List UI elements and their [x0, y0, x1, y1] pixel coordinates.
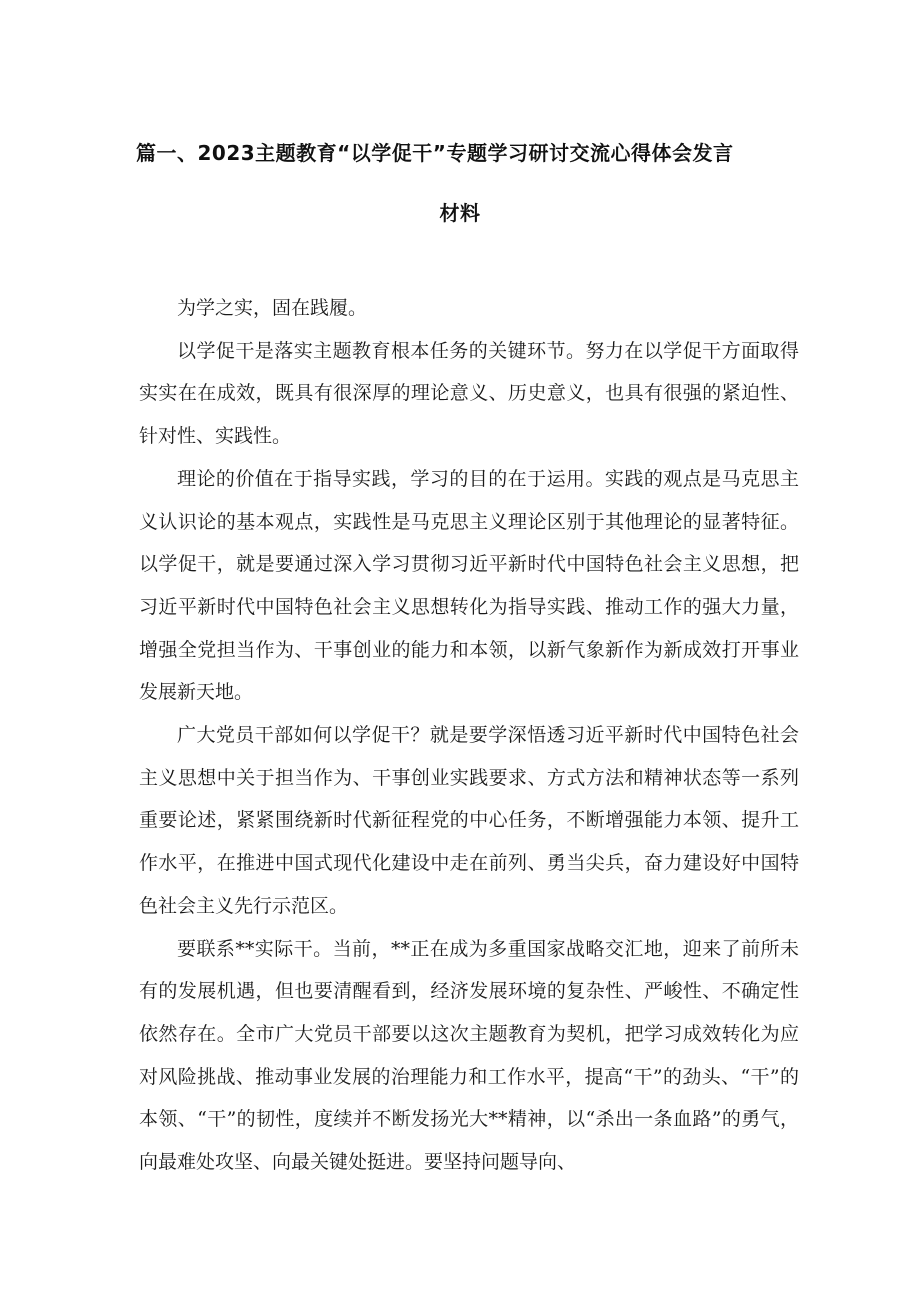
paragraph-3: 理论的价值在于指导实践，学习的目的在于运用。实践的观点是马克思主义认识论的基本观点，实践性是马克思主义理论区别于其他理论的显著特征。以学促干，就是要通过深入学习贯彻习近平新时代中国特色社会主义思想，把习近平新时代中国特色社会主义思想转化为指导实践、推动工作的强大力量，增强全党担当作为、干事创业的能力和本领，以新气象新作为新成效打开事业发展新天地。: [139, 467, 799, 704]
paragraph-4: 广大党员干部如何以学促干？就是要学深悟透习近平新时代中国特色社会主义思想中关于担当作为、干事创业实践要求、方式方法和精神状态等一系列重要论述，紧紧围绕新时代新征程党的中心任务，不断增强能力本领、提升工作水平，在推进中国式现代化建设中走在前列、勇当尖兵，奋力建设好中国特色社会主义先行示范区。: [139, 724, 799, 917]
paragraph-5: 要联系**实际干。当前，**正在成为多重国家战略交汇地，迎来了前所未有的发展机遇，但也要清醒看到，经济发展环境的复杂性、严峻性、不确定性依然存在。全市广大党员干部要以这次主题教育为契机，把学习成效转化为应对风险挑战、推动事业发展的治理能力和工作水平，提高“干”的劲头、“干”的本领、“干”的韧性，度续并不断发扬光大**精神，以“杀出一条血路”的勇气，向最难处攻坚、向最关键处挺进。要坚持问题导向、: [139, 937, 799, 1174]
document-title-line-2: 材料: [439, 201, 481, 225]
paragraph-1: 为学之实，固在践履。: [177, 297, 368, 319]
document-body: [139, 287, 799, 1184]
paragraph-2: 以学促干是落实主题教育根本任务的关键环节。努力在以学促干方面取得实实在在成效，既具有很深厚的理论意义、历史意义，也具有很强的紧迫性、针对性、实践性。: [139, 339, 799, 448]
document-title-line-1: 篇一、2023主题教育“以学促干”专题学习研讨交流心得体会发言: [136, 141, 734, 165]
